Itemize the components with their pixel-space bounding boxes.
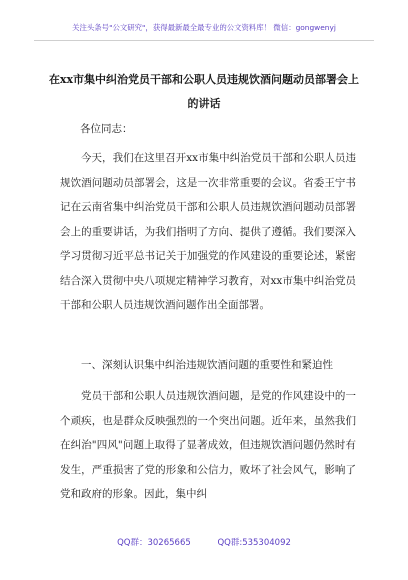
header-divider: [34, 40, 374, 41]
footer-qq-group-1: QQ群：30265665: [117, 538, 191, 548]
paragraph-section-1: 党员干部和公职人员违规饮酒问题，是党的作风建设中的一个顽疾，也是群众反映强烈的一个突出问题。近年来，虽然我们在纠治"四风"问题上取得了显著成效，但违规饮酒问题仍然时有发生，严重损害了党的形象和公信力，败坏了社会风气，影响了党和政府的形象。因此，集中纠: [60, 390, 356, 500]
paragraph-intro: 今天，我们在这里召开xx市集中纠治党员干部和公职人员违规饮酒问题动员部署会，这是一次非常重要的会议。省委王宁书记在云南省集中纠治党员干部和公职人员违规饮酒问题动员部署会上的重要讲话，为我们指明了方向、提供了遵循。我们要深入学习贯彻习近平总书记关于加强党的作风建设的重要论述，紧密结合深入贯彻中央八项规定精神学习教育，对xx市集中纠治党员干部和公职人员违规饮酒问题作出全面部署。: [60, 152, 356, 311]
document-title: 在xx市集中纠治党员干部和公职人员违规饮酒问题动员部署会上的讲话: [48, 73, 360, 110]
header-promo-note: 关注头条号"公文研究"，获得最新最全最专业的公文资料库！ 微信：gongwenyj: [72, 23, 336, 32]
greeting: 各位同志：: [80, 123, 133, 135]
section-heading-1: 一、深刻认识集中纠治违规饮酒问题的重要性和紧迫性: [81, 359, 333, 371]
footer-qq-group-2: QQ群:535304092: [217, 538, 291, 548]
footer-contact: [0, 536, 408, 548]
